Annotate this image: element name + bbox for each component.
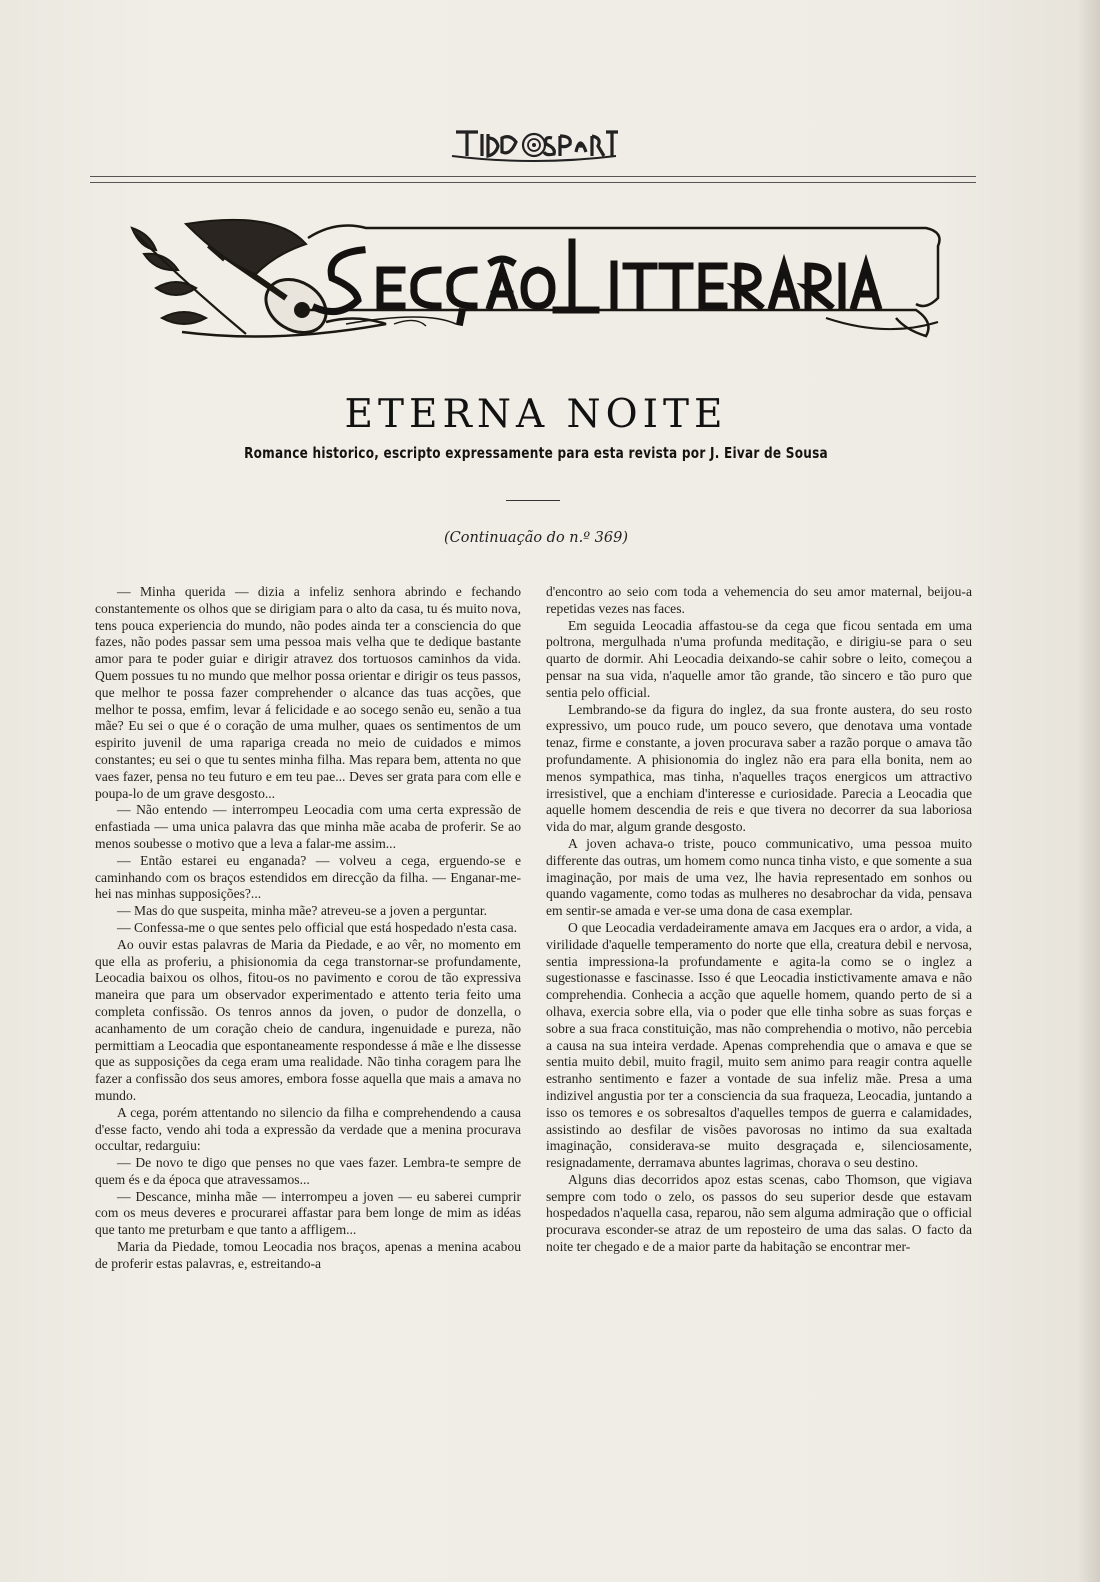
- paragraph: — Então estarei eu enganada? — volveu a cega, erguendo-se e caminhando com os braços estendidos em direcção da filha. — Enganar-me-hei nas minhas supposições?...: [95, 852, 521, 902]
- paragraph: A cega, porém attentando no silencio da filha e comprehendendo a causa d'esse facto, vendo ahi toda a expressão da verdade que a menina procurava occultar, redarguiu:: [95, 1104, 521, 1154]
- paragraph: — De novo te digo que penses no que vaes fazer. Lembra-te sempre de quem és e da época que atravessamos...: [95, 1155, 521, 1187]
- left-column: [95, 584, 521, 1273]
- paragraph: Alguns dias decorridos apoz estas scenas, cabo Thomson, que vigiava sempre com todo o zelo, os passos do seu superior desde que estavam hospedados n'aquella casa, reparou, não sem alguma admiração que o official procurava esconder-se atraz de um reposteiro de uma das salas. O facto da noite ter chegado e de a maior parte da habitação se encontrar mer-: [546, 1171, 972, 1255]
- paragraph: — Mas do que suspeita, minha mãe? atreveu-se a joven a perguntar.: [117, 903, 488, 919]
- paragraph: O que Leocadia verdadeiramente amava em Jacques era o ardor, a vida, a virilidade d'aquelle temperamento do norte que ella, creatura debil e nervosa, sentia impressiona-la profundamente e agita-la como se o inglez a sugestionasse e fascinasse. Isso é que Leocadia instictivamente amava e não comprehendia. Conhecia a acção que aquelle homem, quando perto de si a olhava, exercia sobre ella, via o poder que elle tinha sobre as suas forças e sobre a sua fraca constituição, mas não comprehendia o motivo, não percebia a causa na sua inteira verdade. Apenas comprehendia que o amava e que se sentia muito debil, muito fragil, muito sem animo para reagir contra aquelle estranho sentimento e fazer a vontade de sua infeliz mãe. Presa a uma indizivel angustia por ter a consciencia da sua fraqueza, Leocadia, juntando a isso os temores e os sobresaltos d'aquelles tempos de guerra e calamidades, assistindo ao desfilar de visões pavorosas no intimo da sua exaltada imaginação, considerava-se muito desgraçada e, silenciosamente, resignadamente, derramava abuntes lagrimas, chorava o seu destino.: [546, 919, 972, 1171]
- article-subtitle: Romance historico, escripto expressamente para esta revista por J. Eivar de Sousa: [244, 444, 828, 462]
- paragraph: Em seguida Leocadia affastou-se da cega que ficou sentada em uma poltrona, mergulhada n'uma profunda meditação, e dirigiu-se para o seu quarto de dormir. Ahi Leocadia deixando-se cahir sobre o leito, começou a pensar na sua vida, n'aquelle amor tão grande, tão sincero e tão puro que sentia pelo official.: [546, 617, 972, 700]
- header-double-rule: [90, 176, 976, 183]
- paragraph: — Confessa-me o que sentes pelo official que está hospedado n'esta casa.: [117, 919, 518, 935]
- masthead-logo: [448, 126, 620, 168]
- article-title: ETERNA NOITE: [344, 392, 728, 438]
- right-column: [546, 584, 972, 1256]
- seccao-litteraria-banner: [126, 214, 948, 354]
- paragraph: Lembrando-se da figura do inglez, da sua fronte austera, do seu rosto expressivo, um pouco rude, um pouco severo, que denotava uma vontade tenaz, firme e constante, a joven procurava saber a razão porque o amava tão profundamente. A phisionomia do inglez não era para ella bonita, nem ao menos sympathica, mas tinha, n'aquelles traços energicos um attractivo irresistivel, que a enchiam d'interesse e curiosidade. Parecia a Leocadia que aquelle homem descendia de reis e que tivera no decorrer da sua laboriosa vida do mar, algum grande desgosto.: [546, 701, 972, 835]
- paragraph-continued: d'encontro ao seio com toda a vehemencia do seu amor maternal, beijou-a repetidas vezes nas faces.: [546, 584, 972, 616]
- paragraph: Ao ouvir estas palavras de Maria da Piedade, e ao vêr, no momento em que ella as proferiu, a phisionomia da cega transtornar-se profundamente, Leocadia baixou os olhos, fitou-os no pavimento e corou de tão expressiva maneira que para um observador experimentado e attento teria feito uma completa confissão. Os tenros annos da joven, o pudor de donzella, o acanhamento de um coração cheio de candura, ingenuidade e pureza, não permittiam a Leocadia que espontaneamente respondesse á mãe e lhe dissesse que as supposições da cega eram uma realidade. Não tinha coragem para lhe fazer a confissão dos seus amores, embora fosse aquella que mais a amava no mundo.: [95, 936, 521, 1103]
- paragraph: — Não entendo — interrompeu Leocadia com uma certa expressão de enfastiada — uma unica palavra das que minha mãe acaba de proferir. Se ao menos soubesse o motivo que a leva a falar-me assim...: [95, 802, 521, 851]
- paragraph: A joven achava-o triste, pouco communicativo, uma pessoa muito differente das outras, um homem como nunca tinha visto, e que somente a sua imaginação, por mais de uma vez, lhe havia representado em sonhos ou quando vagamente, como todas as mulheres no desabrochar da vida, pensava em sentir-se amada e ver-se uma dona de casa exemplar.: [546, 835, 972, 919]
- paragraph: — Descance, minha mãe — interrompeu a joven — eu saberei cumprir com os meus deveres e procurarei affastar para bem longe de mim as idéas que tanto me preturbam e que tanto a affligem...: [95, 1188, 521, 1238]
- page-edge-shadow: [1078, 0, 1100, 1582]
- title-divider: [506, 500, 560, 501]
- paragraph: — Minha querida — dizia a infeliz senhora abrindo e fechando constantemente os olhos que se dirigiam para o alto da casa, tu és muito nova, tens pouca experiencia do mundo, não podes ainda ter a consciencia do que fazes, não podes passar sem uma pessoa mais velha que te dedique bastante amor para te poder guiar e dirigir atravez dos tortuosos caminhos da vida. Quem possues tu no mundo que melhor possa orientar e dirigir os teus passos, que melhor te possa fazer comprehender o alcance das tuas acções, que melhor te possa, emfim, levar á felicidade e ao socego senão eu, senão a tua mãe? Eu sei o que é o coração de uma mulher, quaes os sentimentos de um espirito juvenil de uma rapariga creada no meio de cuidados e mimos constantes; eu sei o que tu sentes minha filha. Mas repara bem, attenta no que vaes fazer, pensa no teu futuro e em teu pae... Deves ser grata para com elle e poupa-lo de um grave desgosto...: [95, 584, 521, 801]
- paragraph: Maria da Piedade, tomou Leocadia nos braços, apenas a menina acabou de proferir estas palavras, e, estreitando-a: [95, 1239, 521, 1271]
- continuation-note: (Continuação do n.º 369): [443, 530, 629, 546]
